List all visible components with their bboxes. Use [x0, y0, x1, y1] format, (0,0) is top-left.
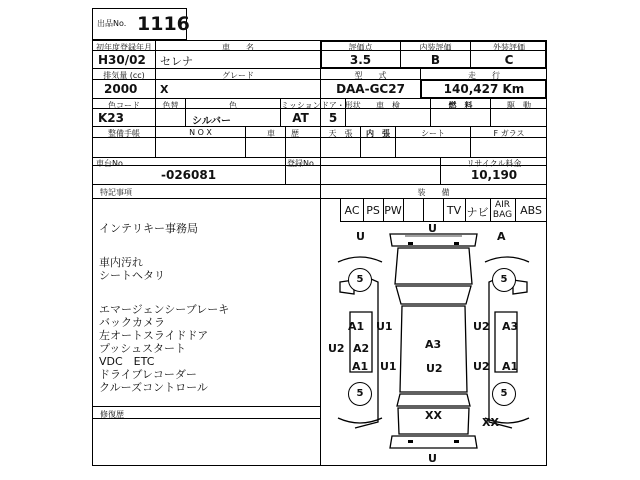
wheel-mark: 5: [492, 268, 516, 292]
grade-value: X: [160, 83, 169, 96]
interior-score-value: B: [430, 53, 441, 67]
displacement-value: 2000: [104, 82, 138, 96]
glass-label: F ガラス: [493, 129, 525, 138]
color-label: 色: [229, 101, 237, 110]
equip-airbag: AIR BAG: [492, 200, 513, 220]
color-code-label: 色コード: [108, 101, 140, 110]
wheel-mark: 5: [492, 382, 516, 406]
damage-mark: U2: [473, 360, 490, 373]
mission-label: ミッション: [281, 101, 321, 110]
note-item: 左オートスライドドア: [99, 329, 209, 342]
interior-score-label: 内装評価: [419, 43, 452, 52]
note-item: ドライブレコーダー: [99, 368, 197, 381]
history-label: 車 歴: [267, 129, 299, 138]
lot-number: 1116: [137, 13, 190, 35]
note-item: バックカメラ: [99, 316, 165, 329]
equip-ps: PS: [366, 204, 380, 217]
note-item: エマージェンシーブレーキ: [99, 303, 230, 316]
damage-mark: U2: [473, 320, 490, 333]
inspection-label: 車 検: [376, 101, 400, 110]
damage-mark: A1: [352, 360, 369, 373]
lot-number-box: [92, 8, 190, 40]
note-item: クルーズコントロール: [99, 381, 208, 394]
score-value: 3.5: [349, 53, 372, 67]
note-item: シートヘタリ: [99, 269, 165, 282]
note-item: 車内汚れ: [99, 256, 143, 269]
reg-label: 初年度登録年月: [96, 43, 152, 52]
equip-pw: PW: [384, 204, 402, 217]
damage-mark: A3: [502, 320, 519, 333]
seat-label: シート: [421, 129, 445, 138]
damage-mark: U1: [376, 320, 393, 333]
damage-mark: XX: [425, 409, 442, 422]
damage-mark: A: [497, 230, 506, 243]
doors-label: ドア・形状: [321, 101, 361, 110]
chassis-label: 車台No.: [96, 159, 126, 168]
damage-mark: U: [428, 452, 437, 465]
exterior-score-label: 外装評価: [493, 43, 525, 52]
wheel-mark: 5: [348, 268, 372, 292]
note-line-1: インテリキー事務局: [99, 222, 198, 235]
mission-value: AT: [292, 111, 309, 125]
fuel-label: 燃 料: [448, 101, 473, 110]
name-value: セレナ: [160, 55, 193, 68]
score-label: 評価点: [348, 43, 373, 52]
damage-mark: U: [428, 222, 437, 235]
reg-value: H30/02: [98, 53, 146, 67]
color-code-value: K23: [98, 111, 124, 125]
mileage-value: 140,427 Km: [443, 82, 525, 96]
displacement-label: 排気量 (cc): [103, 71, 145, 80]
note-block-2: [99, 256, 165, 282]
color-value: シルバー: [192, 116, 232, 127]
damage-mark: XX: [482, 416, 499, 429]
manual-label: 整備手帳: [108, 129, 140, 138]
lot-number-label: 出品No.: [97, 19, 127, 28]
equip-navi: ナビ: [466, 206, 489, 219]
equip-abs: ABS: [520, 204, 542, 217]
model-value: DAA-GC27: [336, 82, 405, 96]
mileage-label: 走 行: [468, 71, 500, 80]
damage-mark: A3: [425, 338, 442, 351]
notes-label: 特記事項: [100, 188, 132, 197]
equip-ac: AC: [344, 204, 360, 217]
grade-label: グレード: [222, 71, 254, 80]
recycle-label: リサイクル料金: [466, 159, 522, 168]
note-item: VDC ETC: [99, 355, 155, 368]
damage-mark: A1: [502, 360, 519, 373]
repair-label: 修復歴: [100, 410, 124, 419]
recycle-value: 10,190: [470, 168, 518, 182]
note-item: プッシュスタート: [99, 342, 187, 355]
name-label: 車 名: [222, 43, 254, 52]
model-label: 型 式: [354, 71, 387, 80]
sunroof-label: 天 張: [328, 129, 353, 138]
damage-mark: U: [356, 230, 365, 243]
interior-lining-label: 内 張: [366, 129, 390, 138]
chassis-value: -026081: [161, 168, 217, 182]
doors-value: 5: [328, 111, 338, 125]
color-change-label: 色替: [162, 101, 179, 110]
damage-mark: U1: [380, 360, 397, 373]
wheel-mark: 5: [348, 382, 372, 406]
exterior-score-value: C: [504, 53, 514, 67]
damage-mark: U2: [328, 342, 345, 355]
equipment-label: 装 備: [417, 188, 450, 197]
nox-label: N O X: [189, 128, 212, 137]
damage-mark: A1: [348, 320, 365, 333]
drive-label: 駆 動: [507, 101, 531, 110]
note-block-3: [99, 303, 229, 394]
damage-mark: U2: [426, 362, 443, 375]
equip-tv: TV: [446, 204, 462, 217]
damage-mark: A2: [353, 342, 370, 355]
regno-label: 登録No.: [287, 159, 317, 168]
